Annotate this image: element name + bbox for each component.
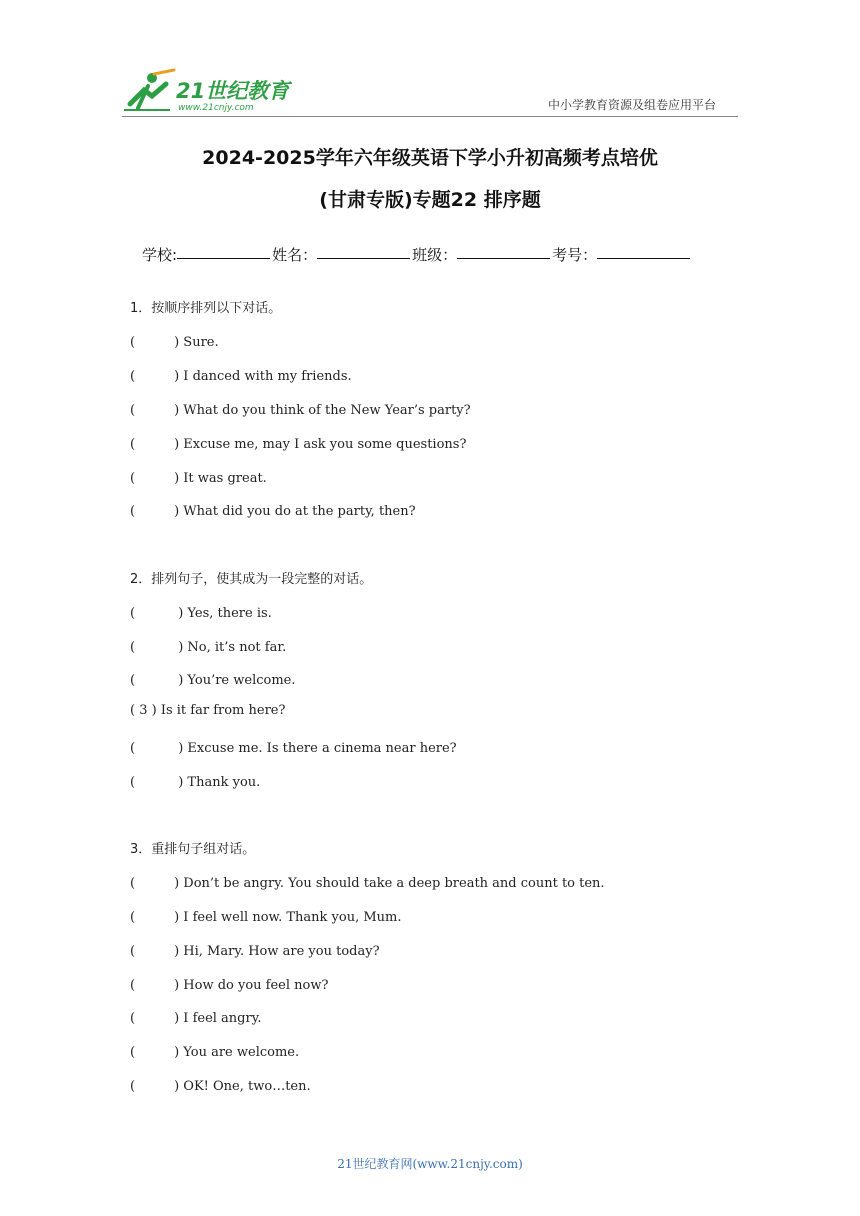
answer-blank[interactable]: ( ) xyxy=(130,944,180,959)
answer-blank[interactable]: ( ) xyxy=(130,335,180,350)
footer-link[interactable]: 21世纪教育网(www.21cnjy.com) xyxy=(337,1157,523,1171)
list-item xyxy=(130,1041,299,1060)
sentence-text: Sure. xyxy=(183,335,219,350)
list-item xyxy=(130,365,352,384)
answer-blank[interactable]: ( ) xyxy=(130,437,180,452)
exam-no-label: 考号： xyxy=(552,246,598,264)
question-2-heading: 2．排列句子，使其成为一段完整的对话。 xyxy=(130,572,373,587)
sentence-text: What do you think of the New Year’s party? xyxy=(183,403,471,418)
name-field[interactable] xyxy=(317,244,410,259)
document-subtitle: (甘肃专版)专题22 排序题 xyxy=(319,189,541,211)
student-info-row xyxy=(142,244,692,265)
sentence-text: Yes, there is. xyxy=(187,606,272,621)
sentence-text: How do you feel now? xyxy=(183,978,329,993)
sentence-text: What did you do at the party, then? xyxy=(183,504,416,519)
list-item xyxy=(130,906,402,925)
answer-blank[interactable]: ( ) xyxy=(130,504,180,519)
sentence-text: Thank you. xyxy=(187,775,261,790)
list-item xyxy=(130,467,267,486)
name-label: 姓名： xyxy=(272,246,318,264)
answer-blank[interactable]: ( ) xyxy=(130,1045,180,1060)
sentence-text: You are welcome. xyxy=(183,1045,300,1060)
sentence-text: Hi, Mary. How are you today? xyxy=(183,944,380,959)
list-item xyxy=(130,433,466,452)
list-item xyxy=(130,602,272,621)
list-item xyxy=(130,872,605,891)
list-item xyxy=(130,737,457,756)
sentence-text: You’re welcome. xyxy=(187,673,296,688)
question-3-heading: 3．重排句子组对话。 xyxy=(130,842,256,857)
list-item xyxy=(130,703,285,718)
list-item xyxy=(130,771,260,790)
logo-url-text: www.21cnjy.com xyxy=(178,103,254,113)
list-item xyxy=(130,500,416,519)
list-item xyxy=(130,399,471,418)
sentence-text: No, it’s not far. xyxy=(187,640,287,655)
list-item xyxy=(130,940,380,959)
sentence-text: I feel angry. xyxy=(183,1011,262,1026)
answer-blank[interactable]: ( ) xyxy=(130,640,184,655)
document-title: 2024-2025学年六年级英语下学小升初高频考点培优 xyxy=(202,147,658,169)
list-item xyxy=(130,974,328,993)
platform-label: 中小学教育资源及组卷应用平台 xyxy=(548,98,717,112)
school-field[interactable] xyxy=(177,244,270,259)
exam-no-field[interactable] xyxy=(597,244,690,259)
answer-blank[interactable]: ( ) xyxy=(130,471,180,486)
answer-blank[interactable]: ( ) xyxy=(130,1079,180,1094)
sentence-text: Excuse me, may I ask you some questions? xyxy=(183,437,467,452)
logo-text: 21世纪教育 xyxy=(176,79,290,103)
sentence-text: Excuse me. Is there a cinema near here? xyxy=(187,741,457,756)
answer-blank[interactable]: ( 3 ) xyxy=(130,703,157,718)
answer-blank[interactable]: ( ) xyxy=(130,741,184,756)
sentence-text: Is it far from here? xyxy=(160,703,286,718)
sentence-text: I danced with my friends. xyxy=(183,369,352,384)
answer-blank[interactable]: ( ) xyxy=(130,369,180,384)
answer-blank[interactable]: ( ) xyxy=(130,606,184,621)
site-logo xyxy=(122,68,292,114)
sentence-text: It was great. xyxy=(183,471,267,486)
sentence-text: I feel well now. Thank you, Mum. xyxy=(183,910,402,925)
sentence-text: Don’t be angry. You should take a deep breath and count to ten. xyxy=(183,876,605,891)
answer-blank[interactable]: ( ) xyxy=(130,1011,180,1026)
answer-blank[interactable]: ( ) xyxy=(130,910,180,925)
list-item xyxy=(130,636,286,655)
question-1-heading: 1．按顺序排列以下对话。 xyxy=(130,301,282,316)
class-label: 班级： xyxy=(412,246,458,264)
school-label: 学校: xyxy=(142,246,178,264)
class-field[interactable] xyxy=(457,244,550,259)
list-item xyxy=(130,669,295,688)
list-item xyxy=(130,1075,311,1094)
answer-blank[interactable]: ( ) xyxy=(130,876,180,891)
header-divider xyxy=(122,116,738,117)
answer-blank[interactable]: ( ) xyxy=(130,978,180,993)
sentence-text: OK! One, two…ten. xyxy=(183,1079,311,1094)
answer-blank[interactable]: ( ) xyxy=(130,775,184,790)
answer-blank[interactable]: ( ) xyxy=(130,403,180,418)
answer-blank[interactable]: ( ) xyxy=(130,673,184,688)
list-item xyxy=(130,331,219,350)
list-item xyxy=(130,1007,261,1026)
